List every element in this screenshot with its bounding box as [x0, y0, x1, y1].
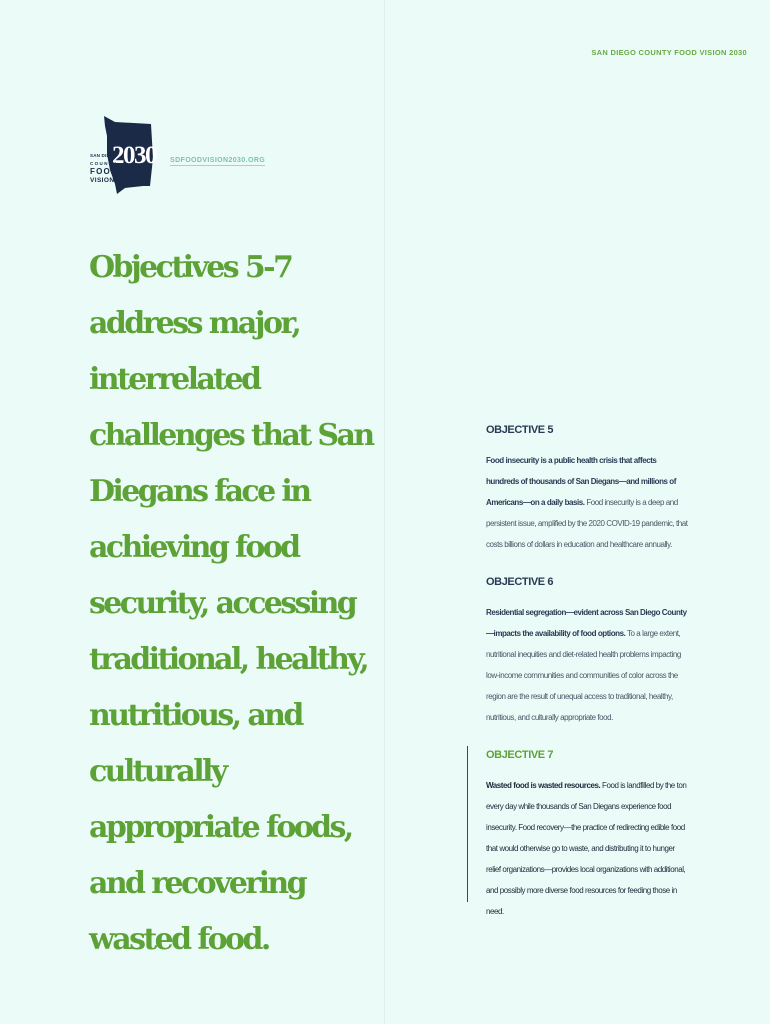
logo-wordmark: [90, 154, 118, 185]
page-spread-divider: [384, 0, 385, 1024]
objective-6-title: OBJECTIVE 6: [486, 576, 554, 588]
objective-6-body: To a large extent, nutritional inequities and diet-related health problems impacting low-income communities and communities of color across the region are the result of unequal access to traditional, healthy, nutritious, and culturally appropriate food.: [486, 629, 681, 722]
logo-line-san-diego: SAN DIEGO: [90, 153, 118, 158]
objective-5-lead: Food insecurity is a public health crisis that affects hundreds of thousands of San Diegans—and millions of Americans—on a daily basis.: [486, 456, 676, 507]
objective-6-lead: Residential segregation—evident across San Diego County—impacts the availability of food options.: [486, 608, 687, 638]
objective-5-text: [486, 450, 691, 555]
logo-line-county: COUNTY: [90, 160, 118, 166]
page-headline: Objectives 5-7 address major, interrelated challenges that San Diegans face in achieving food security, accessing traditional, healthy, nutritious, and culturally appropriate foods, and recovering wasted food.: [89, 250, 373, 957]
objective-6-text: [486, 602, 691, 728]
logo-line-vision: VISION: [90, 177, 115, 184]
logo-year: 2030: [112, 142, 156, 169]
objective-7-block: [486, 749, 691, 922]
objective-7-accent-rule: [467, 746, 468, 902]
logo-line-food: FOOD: [90, 167, 118, 176]
objective-7-title: OBJECTIVE 7: [486, 749, 554, 761]
website-link[interactable]: SDFOODVISION2030.ORG: [170, 157, 266, 164]
objective-5-title: OBJECTIVE 5: [486, 424, 554, 436]
objective-7-text: [486, 775, 691, 922]
objective-5-body: Food insecurity is a deep and persistent issue, amplified by the 2020 COVID-19 pandemic, that costs billions of dollars in education and healthcare annually.: [486, 498, 688, 549]
objective-6-block: [486, 576, 691, 728]
objective-7-body: Food is landfilled by the ton every day while thousands of San Diegans experience food insecurity. Food recovery—the practice of redirecting edible food that would otherwise go to waste, and distributing it to hunger relief organizations—provides local organizations with additional, and possibly more diverse food resources for feeding those in need.: [486, 781, 687, 916]
objective-7-lead: Wasted food is wasted resources.: [486, 781, 601, 790]
document-header-title: SAN DIEGO COUNTY FOOD VISION 2030: [591, 48, 747, 57]
food-vision-logo: [85, 114, 157, 198]
objective-5-block: [486, 424, 691, 555]
